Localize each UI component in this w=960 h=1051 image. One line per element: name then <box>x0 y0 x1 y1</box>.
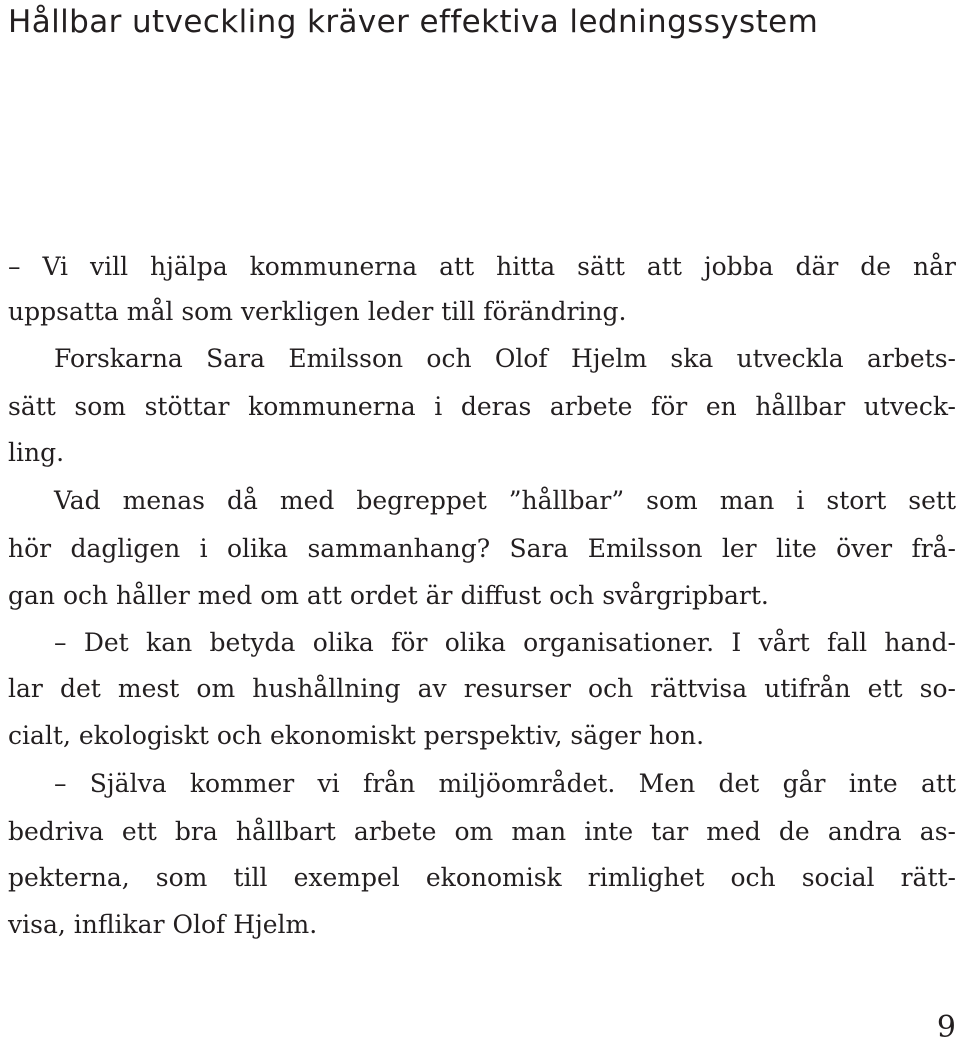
text-line: Forskarna Sara Emilsson och Olof Hjelm ska utveckla arbets- <box>54 344 956 373</box>
text-line: bedriva ett bra hållbart arbete om man inte tar med de andra as- <box>8 817 956 846</box>
page-heading: Hållbar utveckling kräver effektiva ledningssystem <box>8 4 819 40</box>
text-line: hör dagligen i olika sammanhang? Sara Emilsson ler lite över frå- <box>8 534 956 563</box>
text-line: Vad menas då med begreppet ”hållbar” som man i stort sett <box>54 486 956 515</box>
text-line: visa, inflikar Olof Hjelm. <box>8 910 318 939</box>
text-line: uppsatta mål som verkligen leder till förändring. <box>8 297 627 326</box>
text-line: – Vi vill hjälpa kommunerna att hitta sätt att jobba där de når <box>8 252 956 281</box>
text-line: sätt som stöttar kommunerna i deras arbete för en hållbar utveck- <box>8 392 956 421</box>
text-line: pekterna, som till exempel ekonomisk rimlighet och social rätt- <box>8 863 956 892</box>
text-line: cialt, ekologiskt och ekonomiskt perspektiv, säger hon. <box>8 721 705 750</box>
page-number: 9 <box>936 1010 956 1045</box>
text-line: – Själva kommer vi från miljöområdet. Men det går inte att <box>54 769 956 798</box>
text-line: ling. <box>8 438 65 467</box>
text-line: gan och håller med om att ordet är diffust och svårgripbart. <box>8 581 769 610</box>
text-line: lar det mest om hushållning av resurser och rättvisa utifrån ett so- <box>8 674 956 703</box>
text-line: – Det kan betyda olika för olika organisationer. I vårt fall hand- <box>54 628 956 657</box>
